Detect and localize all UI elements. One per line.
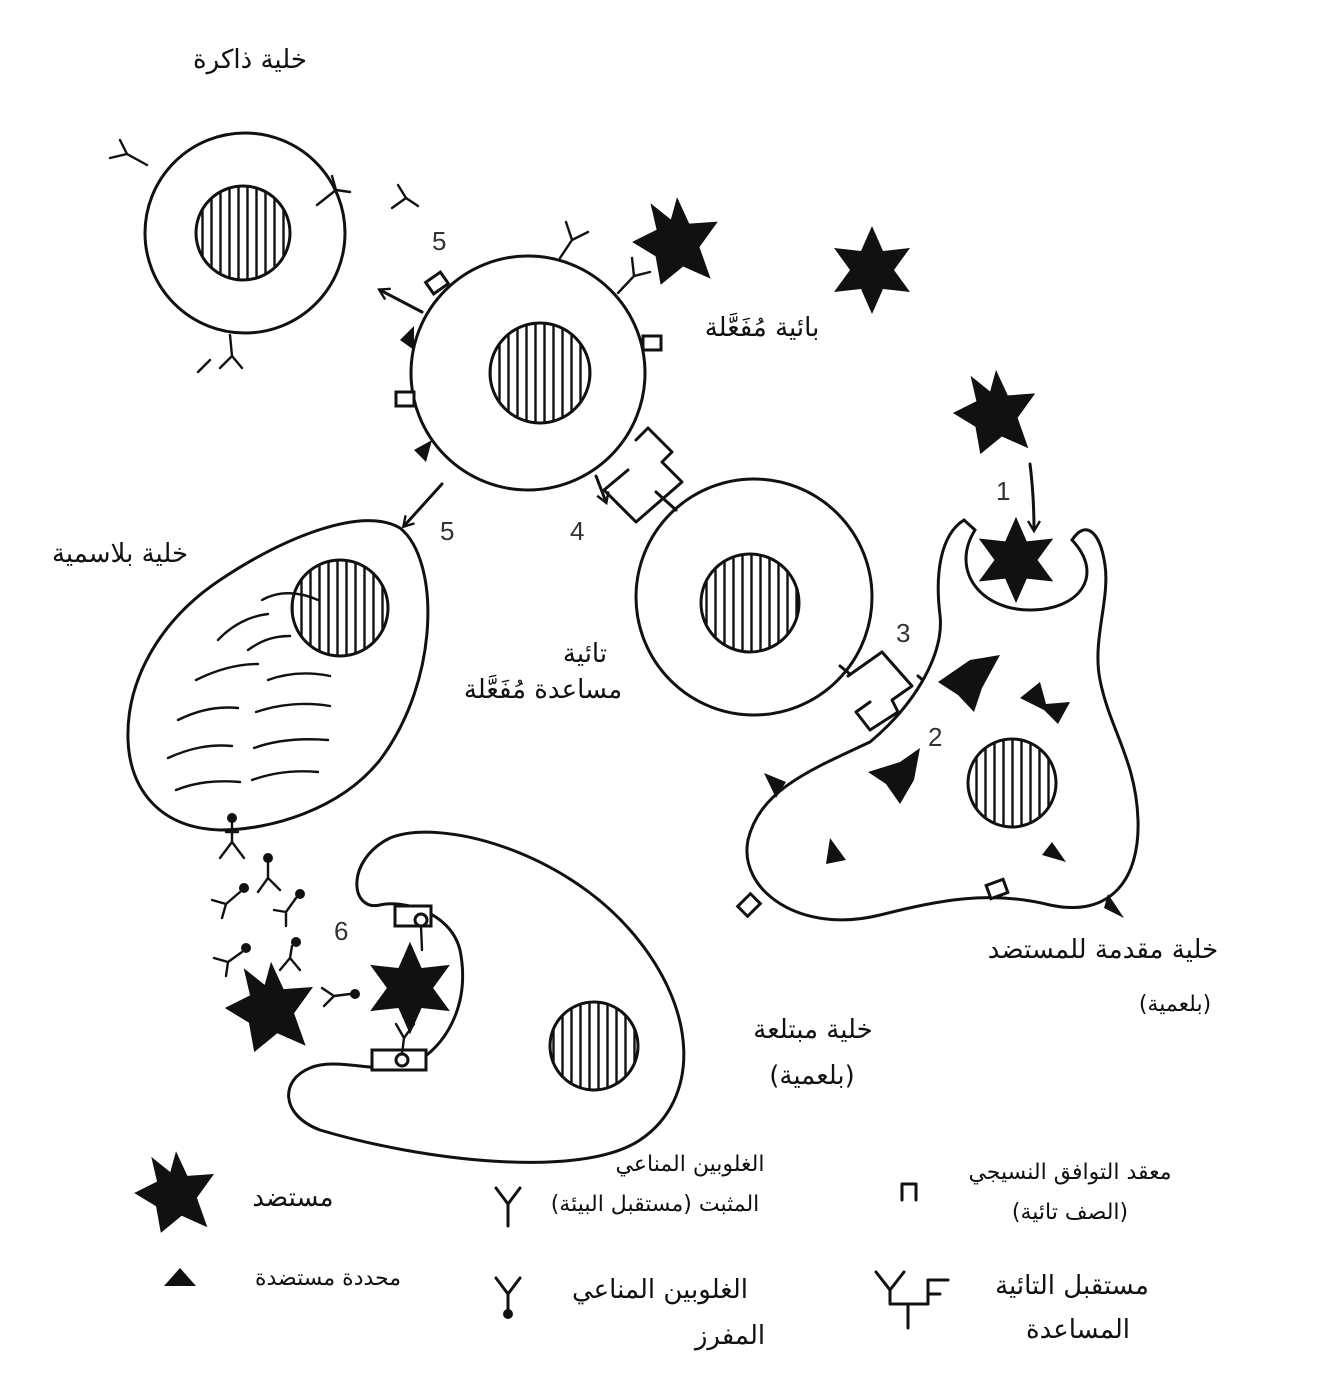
activated-b-cell	[396, 222, 661, 490]
step-4: 4	[570, 516, 585, 546]
legend-mhc-line2: (الصف تائية)	[1011, 1200, 1129, 1225]
label-helper-t-line1: تائية	[562, 639, 608, 669]
legend-bound-ig-line2: المثبت (مستقبل البيئة)	[550, 1192, 760, 1217]
legend-epitope-icon	[164, 1268, 196, 1286]
legend-epitope-label: محددة مستضدة	[254, 1266, 402, 1291]
label-apc-line2: (بلعمية)	[1138, 992, 1212, 1017]
legend-secreted-ig-icon	[496, 1278, 520, 1310]
step-3: 3	[896, 618, 911, 648]
legend-secreted-ig-line2: المفرز	[694, 1321, 766, 1351]
label-plasma-cell: خلية بلاسمية	[51, 539, 189, 569]
label-phagocyte-line2: (بلعمية)	[769, 1061, 855, 1091]
label-phagocyte-line1: خلية مبتلعة	[753, 1015, 873, 1045]
phagocyte-cell	[289, 832, 684, 1162]
step-5-plasma: 5	[440, 516, 455, 546]
step-2: 2	[928, 722, 943, 752]
legend-bound-ig-line1: الغلوبين المناعي	[615, 1152, 765, 1177]
legend-antigen-label: مستضد	[252, 1183, 334, 1213]
label-apc-line1: خلية مقدمة للمستضد	[987, 935, 1219, 965]
legend-antigen-icon	[134, 1151, 214, 1233]
legend-tcr-icon	[876, 1272, 948, 1328]
step-1: 1	[996, 476, 1011, 506]
label-helper-t-line2: مساعدة مُفَعَّلة	[463, 675, 623, 705]
label-memory-cell: خلية ذاكرة	[193, 45, 307, 75]
legend-tcr-line2: المساعدة	[1025, 1315, 1131, 1345]
memory-cell	[110, 133, 418, 372]
plasma-cell	[128, 521, 428, 1006]
helper-t-cell	[636, 479, 872, 715]
legend-secreted-ig-line1: الغلوبين المناعي	[572, 1275, 748, 1305]
label-activated-b-cell: بائية مُفَعَّلة	[704, 313, 820, 343]
legend-mhc-icon	[902, 1184, 916, 1200]
legend-mhc-line1: معقد التوافق النسيجي	[968, 1160, 1172, 1185]
legend-tcr-line1: مستقبل التائية	[995, 1271, 1149, 1301]
step-5-memory: 5	[432, 226, 447, 256]
legend-bound-ig-icon	[496, 1188, 520, 1226]
secreted-antibodies	[212, 813, 360, 1006]
step-6: 6	[334, 916, 349, 946]
